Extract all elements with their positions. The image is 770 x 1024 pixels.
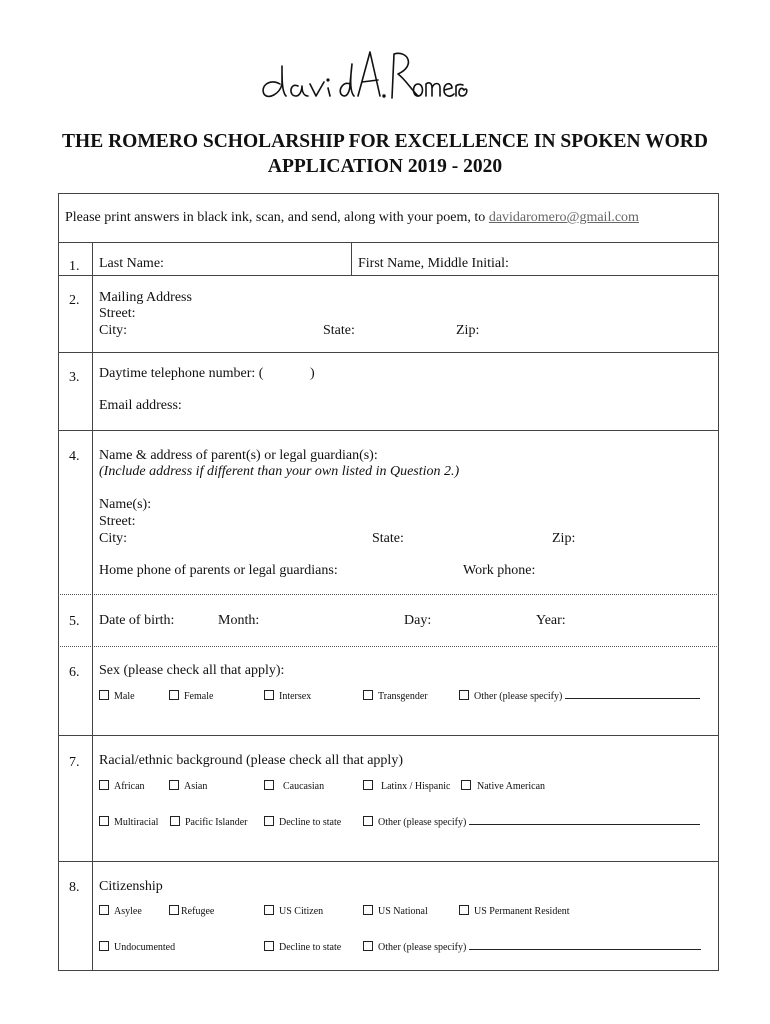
contact-email-link[interactable]: davidaromero@gmail.com <box>488 210 639 225</box>
guardian-work-phone-field[interactable]: Work phone: <box>463 563 536 578</box>
ethnicity-option-asian[interactable]: Asian <box>169 780 207 792</box>
divider <box>58 275 719 276</box>
application-form <box>58 193 719 971</box>
sex-heading: Sex (please check all that apply): <box>99 663 285 678</box>
checkbox[interactable] <box>99 905 109 915</box>
divider <box>58 646 719 647</box>
citizenship-heading: Citizenship <box>99 879 163 894</box>
ethnicity-heading: Racial/ethnic background (please check all that apply) <box>99 753 403 768</box>
sex-option-male[interactable]: Male <box>99 690 135 702</box>
checkbox[interactable] <box>170 816 180 826</box>
divider <box>58 594 719 595</box>
citizenship-option-us-national[interactable]: US National <box>363 905 428 917</box>
guardian-note: (Include address if different than your own listed in Question 2.) <box>99 464 460 479</box>
form-title-line1: THE ROMERO SCHOLARSHIP FOR EXCELLENCE IN SPOKEN WORD <box>62 131 708 152</box>
ethnicity-option-pacific-islander[interactable]: Pacific Islander <box>170 816 247 828</box>
checkbox[interactable] <box>264 941 274 951</box>
city-field[interactable]: City: <box>99 323 128 338</box>
citizenship-option-us-permanent-resident[interactable]: US Permanent Resident <box>459 905 570 917</box>
guardian-city-field[interactable]: City: <box>99 531 128 546</box>
checkbox[interactable] <box>459 690 469 700</box>
sex-option-transgender[interactable]: Transgender <box>363 690 428 702</box>
number-column-divider <box>92 242 93 971</box>
question-number: 4. <box>69 449 80 464</box>
guardian-names-field[interactable]: Name(s): <box>99 497 152 512</box>
zip-field[interactable]: Zip: <box>456 323 480 338</box>
ethnicity-option-african[interactable]: African <box>99 780 145 792</box>
checkbox[interactable] <box>169 780 179 790</box>
checkbox[interactable] <box>264 690 274 700</box>
signature-logo <box>258 44 468 106</box>
question-number: 3. <box>69 370 80 385</box>
ethnicity-option-native-american[interactable]: Native American <box>461 780 545 792</box>
dob-year-field[interactable]: Year: <box>536 613 566 628</box>
guardian-zip-field[interactable]: Zip: <box>552 531 576 546</box>
checkbox[interactable] <box>461 780 471 790</box>
name-column-divider <box>351 242 352 275</box>
phone-close-paren: ) <box>310 366 315 381</box>
citizenship-option-other[interactable]: Other (please specify) <box>363 941 701 953</box>
divider <box>58 242 719 243</box>
question-number: 5. <box>69 614 80 629</box>
ethnicity-option-other[interactable]: Other (please specify) <box>363 816 700 828</box>
checkbox[interactable] <box>363 941 373 951</box>
ethnicity-option-multiracial[interactable]: Multiracial <box>99 816 158 828</box>
checkbox[interactable] <box>363 905 373 915</box>
checkbox[interactable] <box>99 816 109 826</box>
ethnicity-option-latinx[interactable]: Latinx / Hispanic <box>363 780 450 792</box>
divider <box>58 352 719 353</box>
sex-option-intersex[interactable]: Intersex <box>264 690 311 702</box>
checkbox[interactable] <box>99 780 109 790</box>
sex-option-other[interactable]: Other (please specify) <box>459 690 700 702</box>
divider <box>58 430 719 431</box>
other-specify-line[interactable] <box>469 824 700 825</box>
checkbox[interactable] <box>264 905 274 915</box>
citizenship-option-undocumented[interactable]: Undocumented <box>99 941 175 953</box>
mailing-address-heading: Mailing Address <box>99 290 192 305</box>
form-title-line2: APPLICATION 2019 - 2020 <box>267 156 503 177</box>
other-specify-line[interactable] <box>469 949 701 950</box>
other-specify-line[interactable] <box>565 698 700 699</box>
citizenship-option-asylee[interactable]: Asylee <box>99 905 142 917</box>
dob-label: Date of birth: <box>99 613 175 628</box>
checkbox[interactable] <box>459 905 469 915</box>
divider <box>58 735 719 736</box>
checkbox[interactable] <box>169 690 179 700</box>
question-number: 7. <box>69 755 80 770</box>
ethnicity-option-caucasian[interactable]: Caucasian <box>264 780 324 792</box>
divider <box>58 861 719 862</box>
state-field[interactable]: State: <box>323 323 355 338</box>
sex-option-female[interactable]: Female <box>169 690 213 702</box>
checkbox[interactable] <box>264 816 274 826</box>
checkbox[interactable] <box>264 780 274 790</box>
citizenship-option-us-citizen[interactable]: US Citizen <box>264 905 323 917</box>
instructions-text: Please print answers in black ink, scan, and send, along with your poem, to <box>65 210 486 225</box>
checkbox[interactable] <box>99 941 109 951</box>
checkbox[interactable] <box>169 905 179 915</box>
question-number: 2. <box>69 293 80 308</box>
citizenship-option-decline[interactable]: Decline to state <box>264 941 341 953</box>
checkbox[interactable] <box>363 780 373 790</box>
checkbox[interactable] <box>363 816 373 826</box>
dob-day-field[interactable]: Day: <box>404 613 432 628</box>
guardian-street-field[interactable]: Street: <box>99 514 136 529</box>
guardian-home-phone-field[interactable]: Home phone of parents or legal guardians: <box>99 563 338 578</box>
email-field[interactable]: Email address: <box>99 398 182 413</box>
question-number: 1. <box>69 259 80 274</box>
question-number: 6. <box>69 665 80 680</box>
street-field[interactable]: Street: <box>99 306 136 321</box>
dob-month-field[interactable]: Month: <box>218 613 260 628</box>
last-name-field[interactable]: Last Name: <box>99 256 164 271</box>
checkbox[interactable] <box>99 690 109 700</box>
guardian-state-field[interactable]: State: <box>372 531 404 546</box>
instructions <box>65 210 639 226</box>
ethnicity-option-decline[interactable]: Decline to state <box>264 816 341 828</box>
checkbox[interactable] <box>363 690 373 700</box>
first-name-field[interactable]: First Name, Middle Initial: <box>358 256 509 271</box>
citizenship-option-refugee[interactable]: Refugee <box>169 905 214 917</box>
question-number: 8. <box>69 880 80 895</box>
guardian-heading: Name & address of parent(s) or legal guardian(s): <box>99 448 378 463</box>
phone-field[interactable]: Daytime telephone number: ( <box>99 366 264 381</box>
